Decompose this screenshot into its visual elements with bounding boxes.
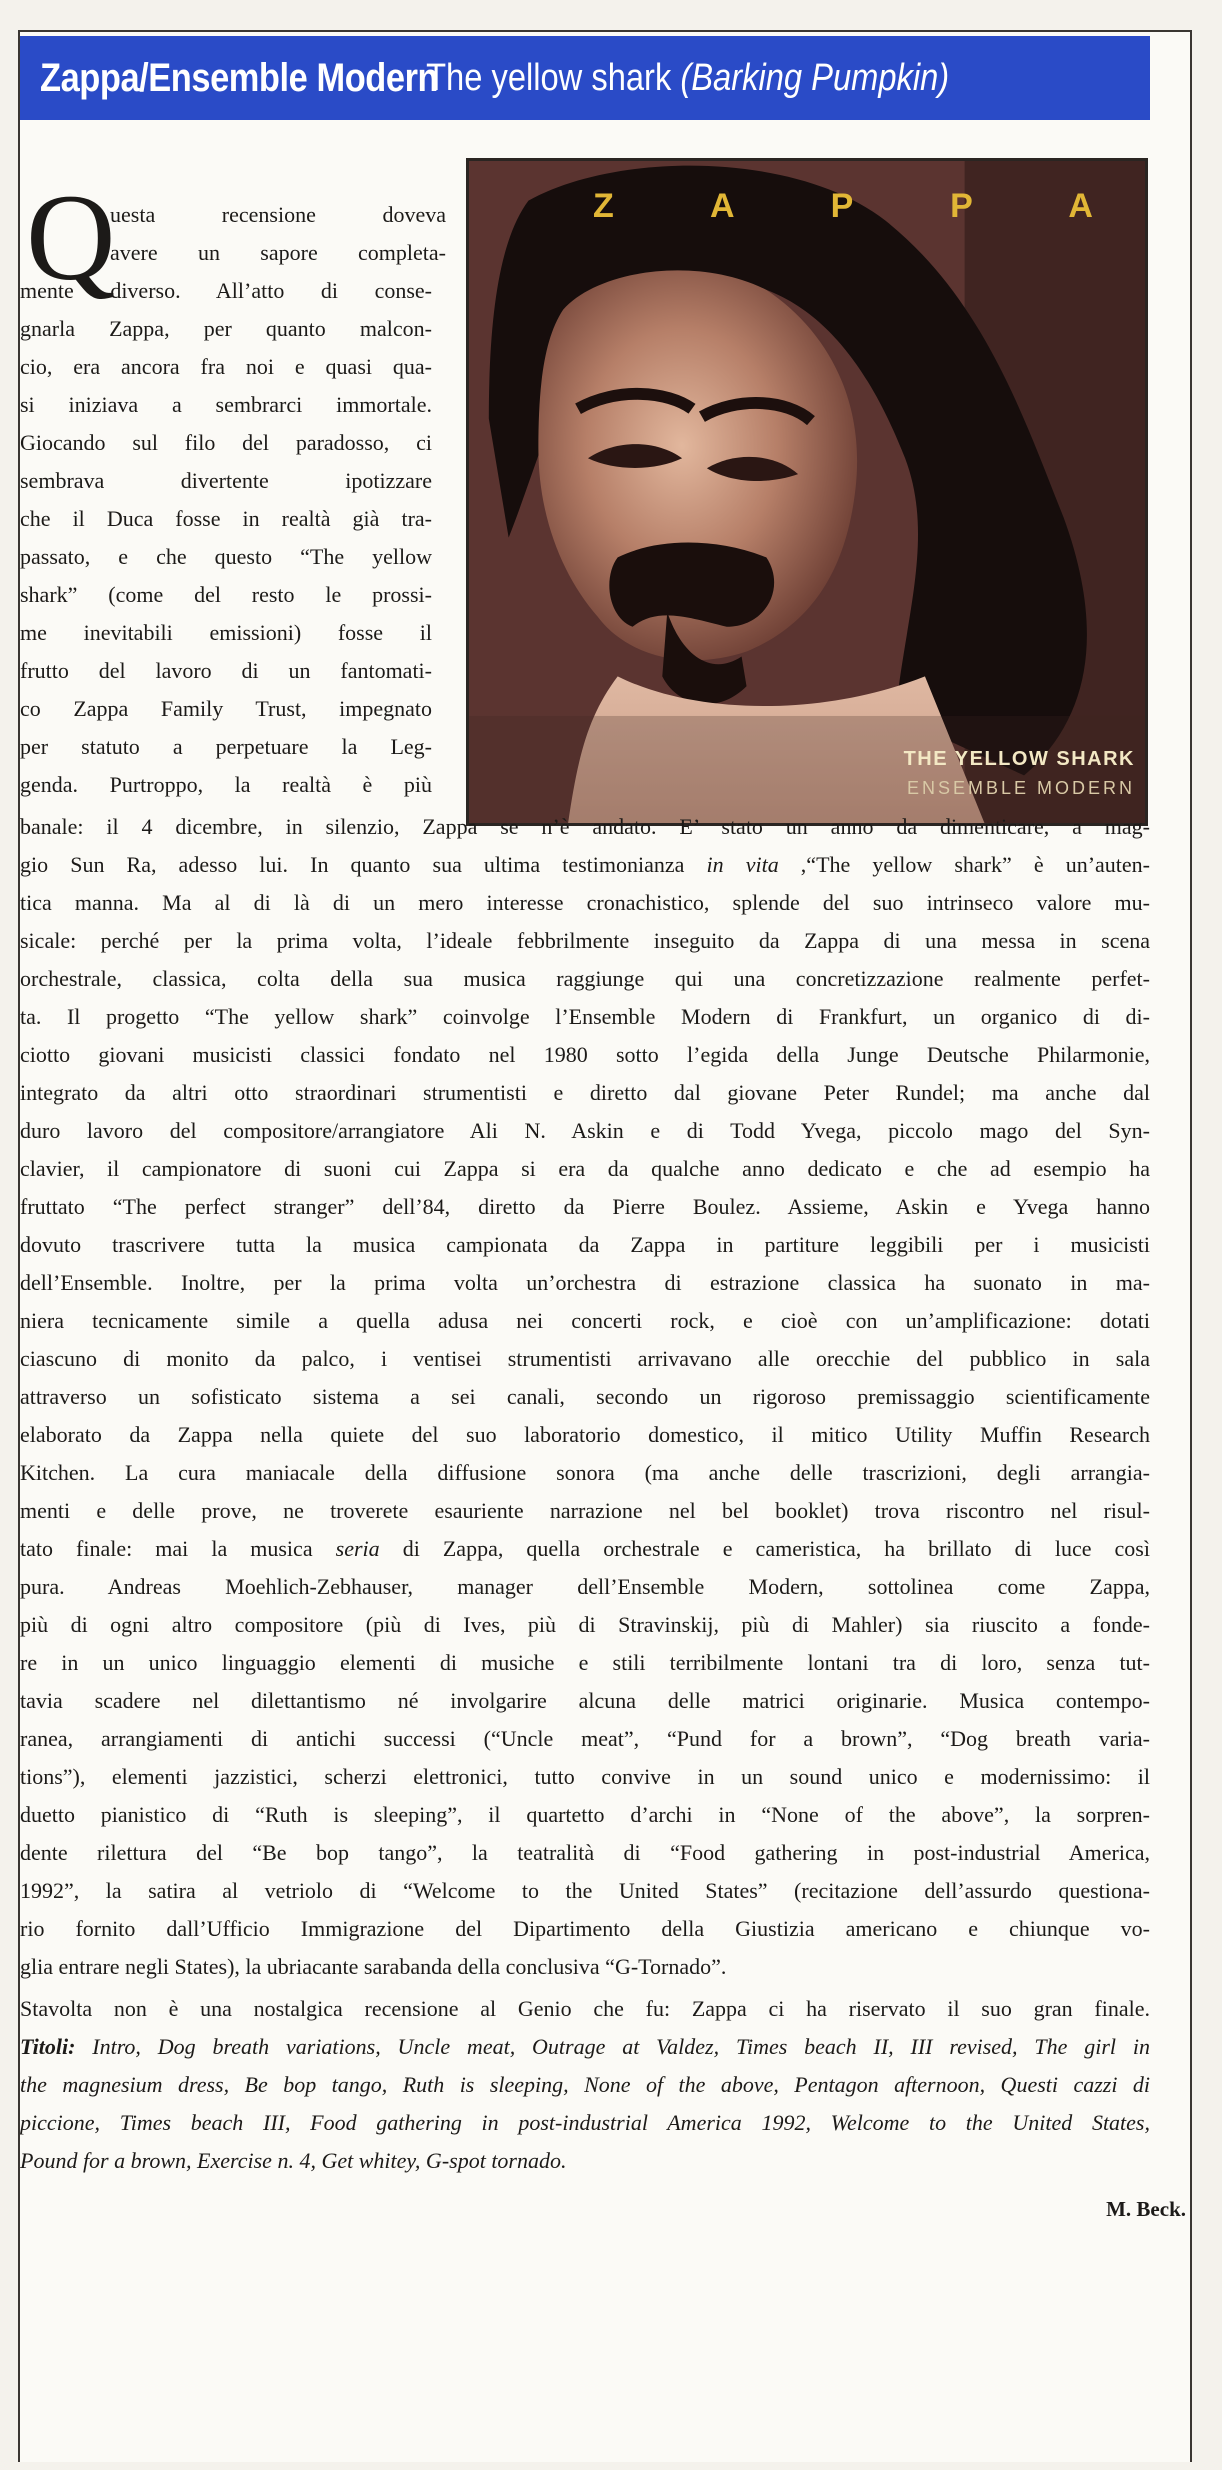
cover-subtitle-text: ENSEMBLE MODERN: [906, 778, 1135, 798]
body-line: [20, 1530, 1150, 1568]
body-text: tato finale: mai la musica: [20, 1536, 336, 1561]
drop-cap: Q: [26, 169, 116, 306]
body-line: glia entrare negli States), la ubriacante sarabanda della conclusiva “G-Tornado”.: [20, 1954, 727, 1979]
body-text: gio Sun Ra, adesso lui. In quanto sua ultima testimonianza: [20, 852, 707, 877]
body-line: ciascuno di monito da palco, i ventisei strumentisti arrivavano alle orecchie del pubblico in sala: [20, 1346, 1150, 1371]
body-line: ta. Il progetto “The yellow shark” coinvolge l’Ensemble Modern di Frankfurt, un organico di di-: [20, 1004, 1150, 1029]
body-line: dente rilettura del “Be bop tango”, la teatralità di “Food gathering in post-industrial America,: [20, 1840, 1150, 1865]
tracklist-line: Pound for a brown, Exercise n. 4, Get whitey, G-spot tornado.: [20, 2148, 567, 2173]
body-line: banale: il 4 dicembre, in silenzio, Zappa se n’è andato. E’ stato un anno da dimenticare, a mag-: [20, 814, 1150, 839]
body-line: Giocando sul filo del paradosso, ci: [20, 430, 432, 455]
body-line: niera tecnicamente simile a quella adusa nei concerti rock, e cioè con un’amplificazione: dotati: [20, 1308, 1150, 1333]
body-line: rio fornito dall’Ufficio Immigrazione del Dipartimento della Giustizia americano e chiunque vo-: [20, 1916, 1150, 1941]
header-label: (Barking Pumpkin): [680, 56, 950, 99]
body-line: tions”), elementi jazzistici, scherzi elettronici, tutto convive in un sound unico e modernissimo: il: [20, 1764, 1150, 1789]
body-line: ranea, arrangiamenti di antichi successi (“Uncle meat”, “Pund for a brown”, “Dog breath varia-: [20, 1726, 1150, 1751]
body-line: [20, 846, 1150, 884]
italic-phrase: seria: [335, 1536, 380, 1561]
body-line: shark” (come del resto le prossi-: [20, 582, 432, 607]
header-album: The yellow shark: [426, 56, 672, 99]
body-line: co Zappa Family Trust, impegnato: [20, 696, 432, 721]
body-line: re in un unico linguaggio elementi di musiche e stili terribilmente lontani tra di loro, senza tut-: [20, 1650, 1150, 1675]
author-signature: M. Beck.: [1106, 2197, 1186, 2221]
cover-title-text: THE YELLOW SHARK: [903, 748, 1135, 770]
body-line: menti e delle prove, ne troverete esauriente narrazione nel bel booklet) trova riscontro nel risul-: [20, 1498, 1150, 1523]
body-line: fruttato “The perfect stranger” dell’84, diretto da Pierre Boulez. Assieme, Askin e Yvega hanno: [20, 1194, 1150, 1219]
body-line: Stavolta non è una nostalgica recensione al Genio che fu: Zappa ci ha riservato il suo gran finale.: [20, 1996, 1150, 2021]
body-line: Kitchen. La cura maniacale della diffusione sonora (ma anche delle trascrizioni, degli arrangia-: [20, 1460, 1150, 1485]
body-line: passato, e che questo “The yellow: [20, 544, 432, 569]
tracklist-line: the magnesium dress, Be bop tango, Ruth is sleeping, None of the above, Pentagon afternoon, Questi cazzi di: [20, 2072, 1150, 2097]
review-header: [20, 36, 1150, 120]
body-line: per statuto a perpetuare la Leg-: [20, 734, 432, 759]
italic-phrase: in vita: [706, 852, 779, 877]
body-line: pura. Andreas Moehlich-Zebhauser, manager dell’Ensemble Modern, sottolinea come Zappa,: [20, 1574, 1150, 1599]
body-text: di Zappa, quella orchestrale e cameristica, ha brillato di luce così: [379, 1536, 1150, 1561]
body-line: dell’Ensemble. Inoltre, per la prima volta un’orchestra di estrazione classica ha suonato in ma-: [20, 1270, 1150, 1295]
body-line: uesta recensione doveva: [110, 202, 446, 227]
body-line: ciotto giovani musicisti classici fondato nel 1980 sotto l’egida della Junge Deutsche Philarmonie,: [20, 1042, 1150, 1067]
body-line: genda. Purtroppo, la realtà è più: [20, 772, 432, 797]
body-line: clavier, il campionatore di suoni cui Zappa si era da qualche anno dedicato e che ad esempio ha: [20, 1156, 1150, 1181]
body-line: duro lavoro del compositore/arrangiatore Ali N. Askin e di Todd Yvega, piccolo mago del Syn-: [20, 1118, 1150, 1143]
tracklist-line: piccione, Times beach III, Food gathering in post-industrial America 1992, Welcome to the United States,: [20, 2110, 1150, 2135]
body-line: cio, era ancora fra noi e quasi qua-: [20, 354, 432, 379]
body-line: gnarla Zappa, per quanto malcon-: [20, 316, 432, 341]
body-line: tavia scadere nel dilettantismo né involgarire alcuna delle matrici originarie. Musica contempo-: [20, 1688, 1150, 1713]
body-line: duetto pianistico di “Ruth is sleeping”, il quartetto d’archi in “None of the above”, la sorpren-: [20, 1802, 1150, 1827]
body-line: tica manna. Ma al di là di un mero interesse cronachistico, splende del suo intrinseco valore mu-: [20, 890, 1150, 915]
body-line: sembrava divertente ipotizzare: [20, 468, 432, 493]
header-album-line: [417, 57, 949, 100]
tracklist-text: Intro, Dog breath variations, Uncle meat, Outrage at Valdez, Times beach II, III revised, The girl in: [75, 2034, 1150, 2059]
tracklist-label: Titoli:: [20, 2034, 76, 2059]
body-line: avere un sapore completa-: [110, 240, 446, 265]
album-cover: [466, 158, 1148, 826]
zappa-portrait-image: [469, 161, 1145, 823]
body-line: frutto del lavoro di un fantomati-: [20, 658, 432, 683]
body-line: dovuto trascrivere tutta la musica campionata da Zappa in partiture leggibili per i musicisti: [20, 1232, 1150, 1257]
body-line: sicale: perché per la prima volta, l’ideale febbrilmente inseguito da Zappa di una messa in scena: [20, 928, 1150, 953]
body-line: me inevitabili emissioni) fosse il: [20, 620, 432, 645]
body-line: integrato da altri otto straordinari strumentisti e diretto dal giovane Peter Rundel; ma anche dal: [20, 1080, 1150, 1105]
body-line: mente diverso. All’atto di conse-: [20, 278, 432, 303]
body-line: orchestrale, classica, colta della sua musica raggiunge qui una concretizzazione realmente perfet-: [20, 966, 1150, 991]
body-line: 1992”, la satira al vetriolo di “Welcome to the United States” (recitazione dell’assurdo questiona-: [20, 1878, 1150, 1903]
body-line: più di ogni altro compositore (più di Ives, più di Stravinskij, più di Mahler) sia riuscito a fonde-: [20, 1612, 1150, 1637]
cover-artist-text: Z A P P A: [592, 187, 1137, 225]
body-text: ,“The yellow shark” è un’auten-: [778, 852, 1150, 877]
body-line: elaborato da Zappa nella quiete del suo laboratorio domestico, il mitico Utility Muffin Research: [20, 1422, 1150, 1447]
body-line: attraverso un sofisticato sistema a sei canali, secondo un rigoroso premissaggio scientificamente: [20, 1384, 1150, 1409]
header-artist: Zappa/Ensemble Modern: [40, 55, 439, 100]
body-line: si iniziava a sembrarci immortale.: [20, 392, 432, 417]
body-line: che il Duca fosse in realtà già tra-: [20, 506, 432, 531]
tracklist-line: [20, 2028, 1150, 2066]
